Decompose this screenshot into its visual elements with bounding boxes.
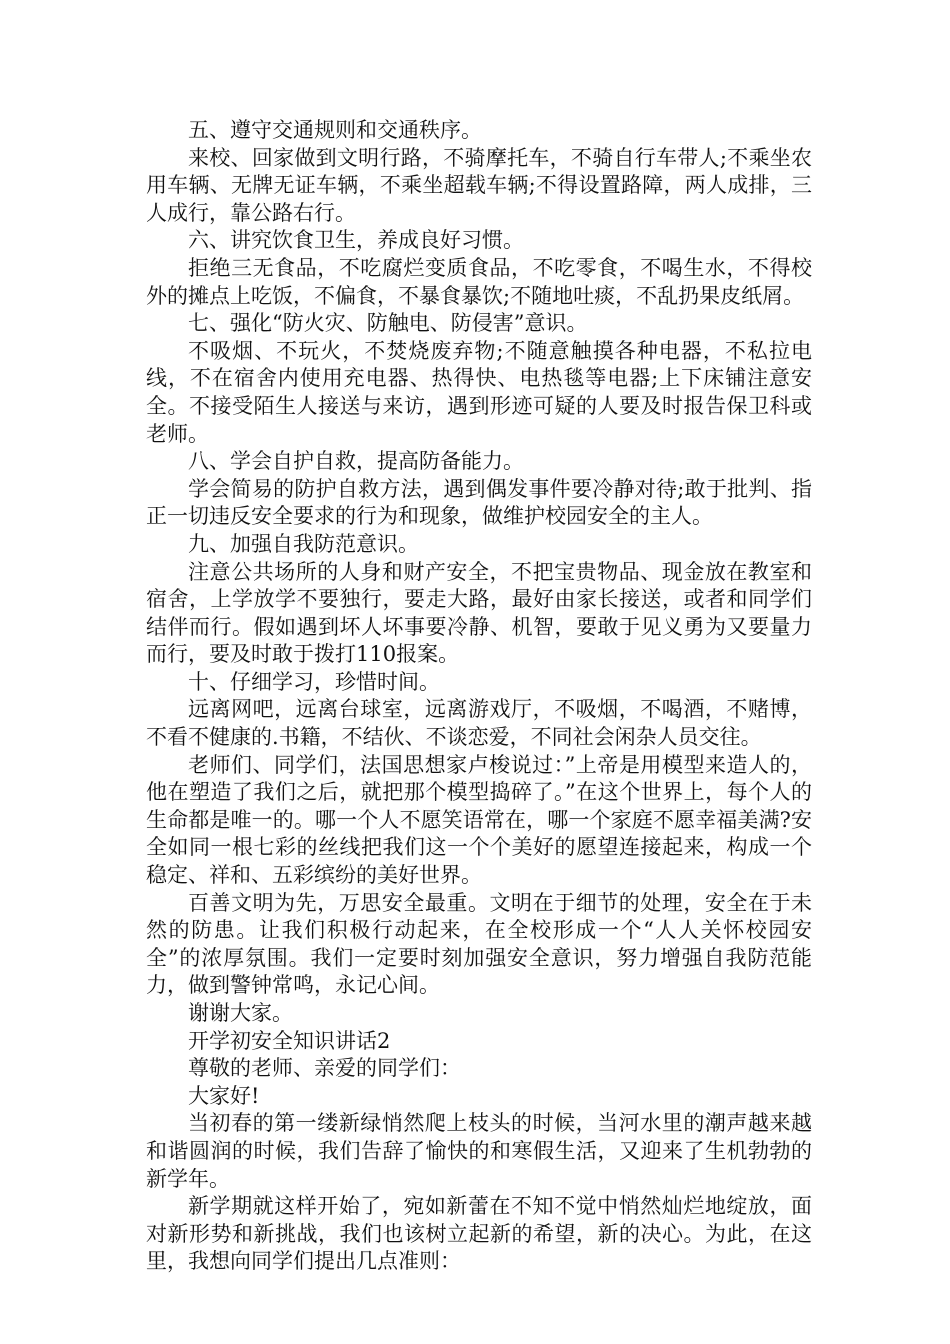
paragraph-new-semester: 新学期就这样开始了，宛如新蕾在不知不觉中悄然灿烂地绽放，面对新形势和新挑战，我们也该树立起新的希望，新的决心。为此，在这里，我想向同学们提出几点准则： bbox=[146, 1194, 812, 1274]
greeting: 大家好! bbox=[188, 1083, 260, 1108]
document-body bbox=[146, 117, 812, 1276]
paragraph-food-hygiene: 拒绝三无食品，不吃腐烂变质食品，不吃零食，不喝生水，不得校外的摊点上吃饭，不偏食，不暴食暴饮;不随地吐痰，不乱扔果皮纸屑。 bbox=[146, 255, 812, 308]
section-heading-5: 五、遵守交通规则和交通秩序。 bbox=[188, 118, 482, 142]
section-heading-7: 七、强化“防火灾、防触电、防侵害”意识。 bbox=[188, 311, 588, 336]
paragraph-thanks: 谢谢大家。 bbox=[188, 1001, 293, 1025]
paragraph-fire-safety: 不吸烟、不玩火，不焚烧废弃物;不随意触摸各种电器，不私拉电线，不在宿舍内使用充电器、热得快、电热毯等电器;上下床铺注意安全。不接受陌生人接送与来访，遇到形迹可疑的人要及时报告保卫科或老师。 bbox=[146, 338, 812, 446]
paragraph-rousseau-quote: 老师们、同学们，法国思想家卢梭说过：”上帝是用模型来造人的，他在塑造了我们之后，就把那个模型捣碎了。”在这个世界上，每个人的生命都是唯一的。哪一个人不愿笑语常在，哪一个家庭不愿幸福美满?安全如同一根七彩的丝线把我们这一个个美好的愿望连接起来，构成一个稳定、祥和、五彩缤纷的美好世界。 bbox=[146, 752, 812, 888]
section-heading-6: 六、讲究饮食卫生，养成良好习惯。 bbox=[188, 228, 524, 253]
paragraph-traffic-rules: 来校、回家做到文明行路，不骑摩托车，不骑自行车带人;不乘坐农用车辆、无牌无证车辆，不乘坐超载车辆;不得设置路障，两人成排，三人成行，靠公路右行。 bbox=[146, 145, 812, 225]
paragraph-self-rescue: 学会简易的防护自救方法，遇到偶发事件要冷静对待;敢于批判、指正一切违反安全要求的行为和现象，做维护校园安全的主人。 bbox=[146, 476, 812, 529]
speech-title-2: 开学初安全知识讲话2 bbox=[188, 1028, 391, 1053]
section-heading-8: 八、学会自护自救，提高防备能力。 bbox=[188, 449, 524, 474]
paragraph-study-time: 远离网吧，远离台球室，远离游戏厅，不吸烟，不喝酒，不赌博，不看不健康的.书籍，不结伙、不谈恋爱，不同社会闲杂人员交往。 bbox=[146, 697, 812, 750]
paragraph-civility-safety: 百善文明为先，万思安全最重。文明在于细节的处理，安全在于未然的防患。让我们积极行动起来，在全校形成一个“人人关怀校园安全”的浓厚氛围。我们一定要时刻加强安全意识，努力增强自我防范能力，做到警钟常鸣，永记心间。 bbox=[146, 890, 812, 998]
salutation: 尊敬的老师、亲爱的同学们： bbox=[188, 1056, 461, 1081]
section-heading-10: 十、仔细学习，珍惜时间。 bbox=[188, 669, 440, 694]
paragraph-spring-intro: 当初春的第一缕新绿悄然爬上枝头的时候，当河水里的潮声越来越和谐圆润的时候，我们告辞了愉快的和寒假生活，又迎来了生机勃勃的新学年。 bbox=[146, 1111, 812, 1191]
paragraph-self-protection: 注意公共场所的人身和财产安全，不把宝贵物品、现金放在教室和宿舍，上学放学不要独行，要走大路，最好由家长接送，或者和同学们结伴而行。假如遇到坏人坏事要冷静、机智，要敢于见义勇为又要量力而行，要及时敢于拨打110报案。 bbox=[146, 559, 812, 667]
section-heading-9: 九、加强自我防范意识。 bbox=[188, 531, 419, 556]
